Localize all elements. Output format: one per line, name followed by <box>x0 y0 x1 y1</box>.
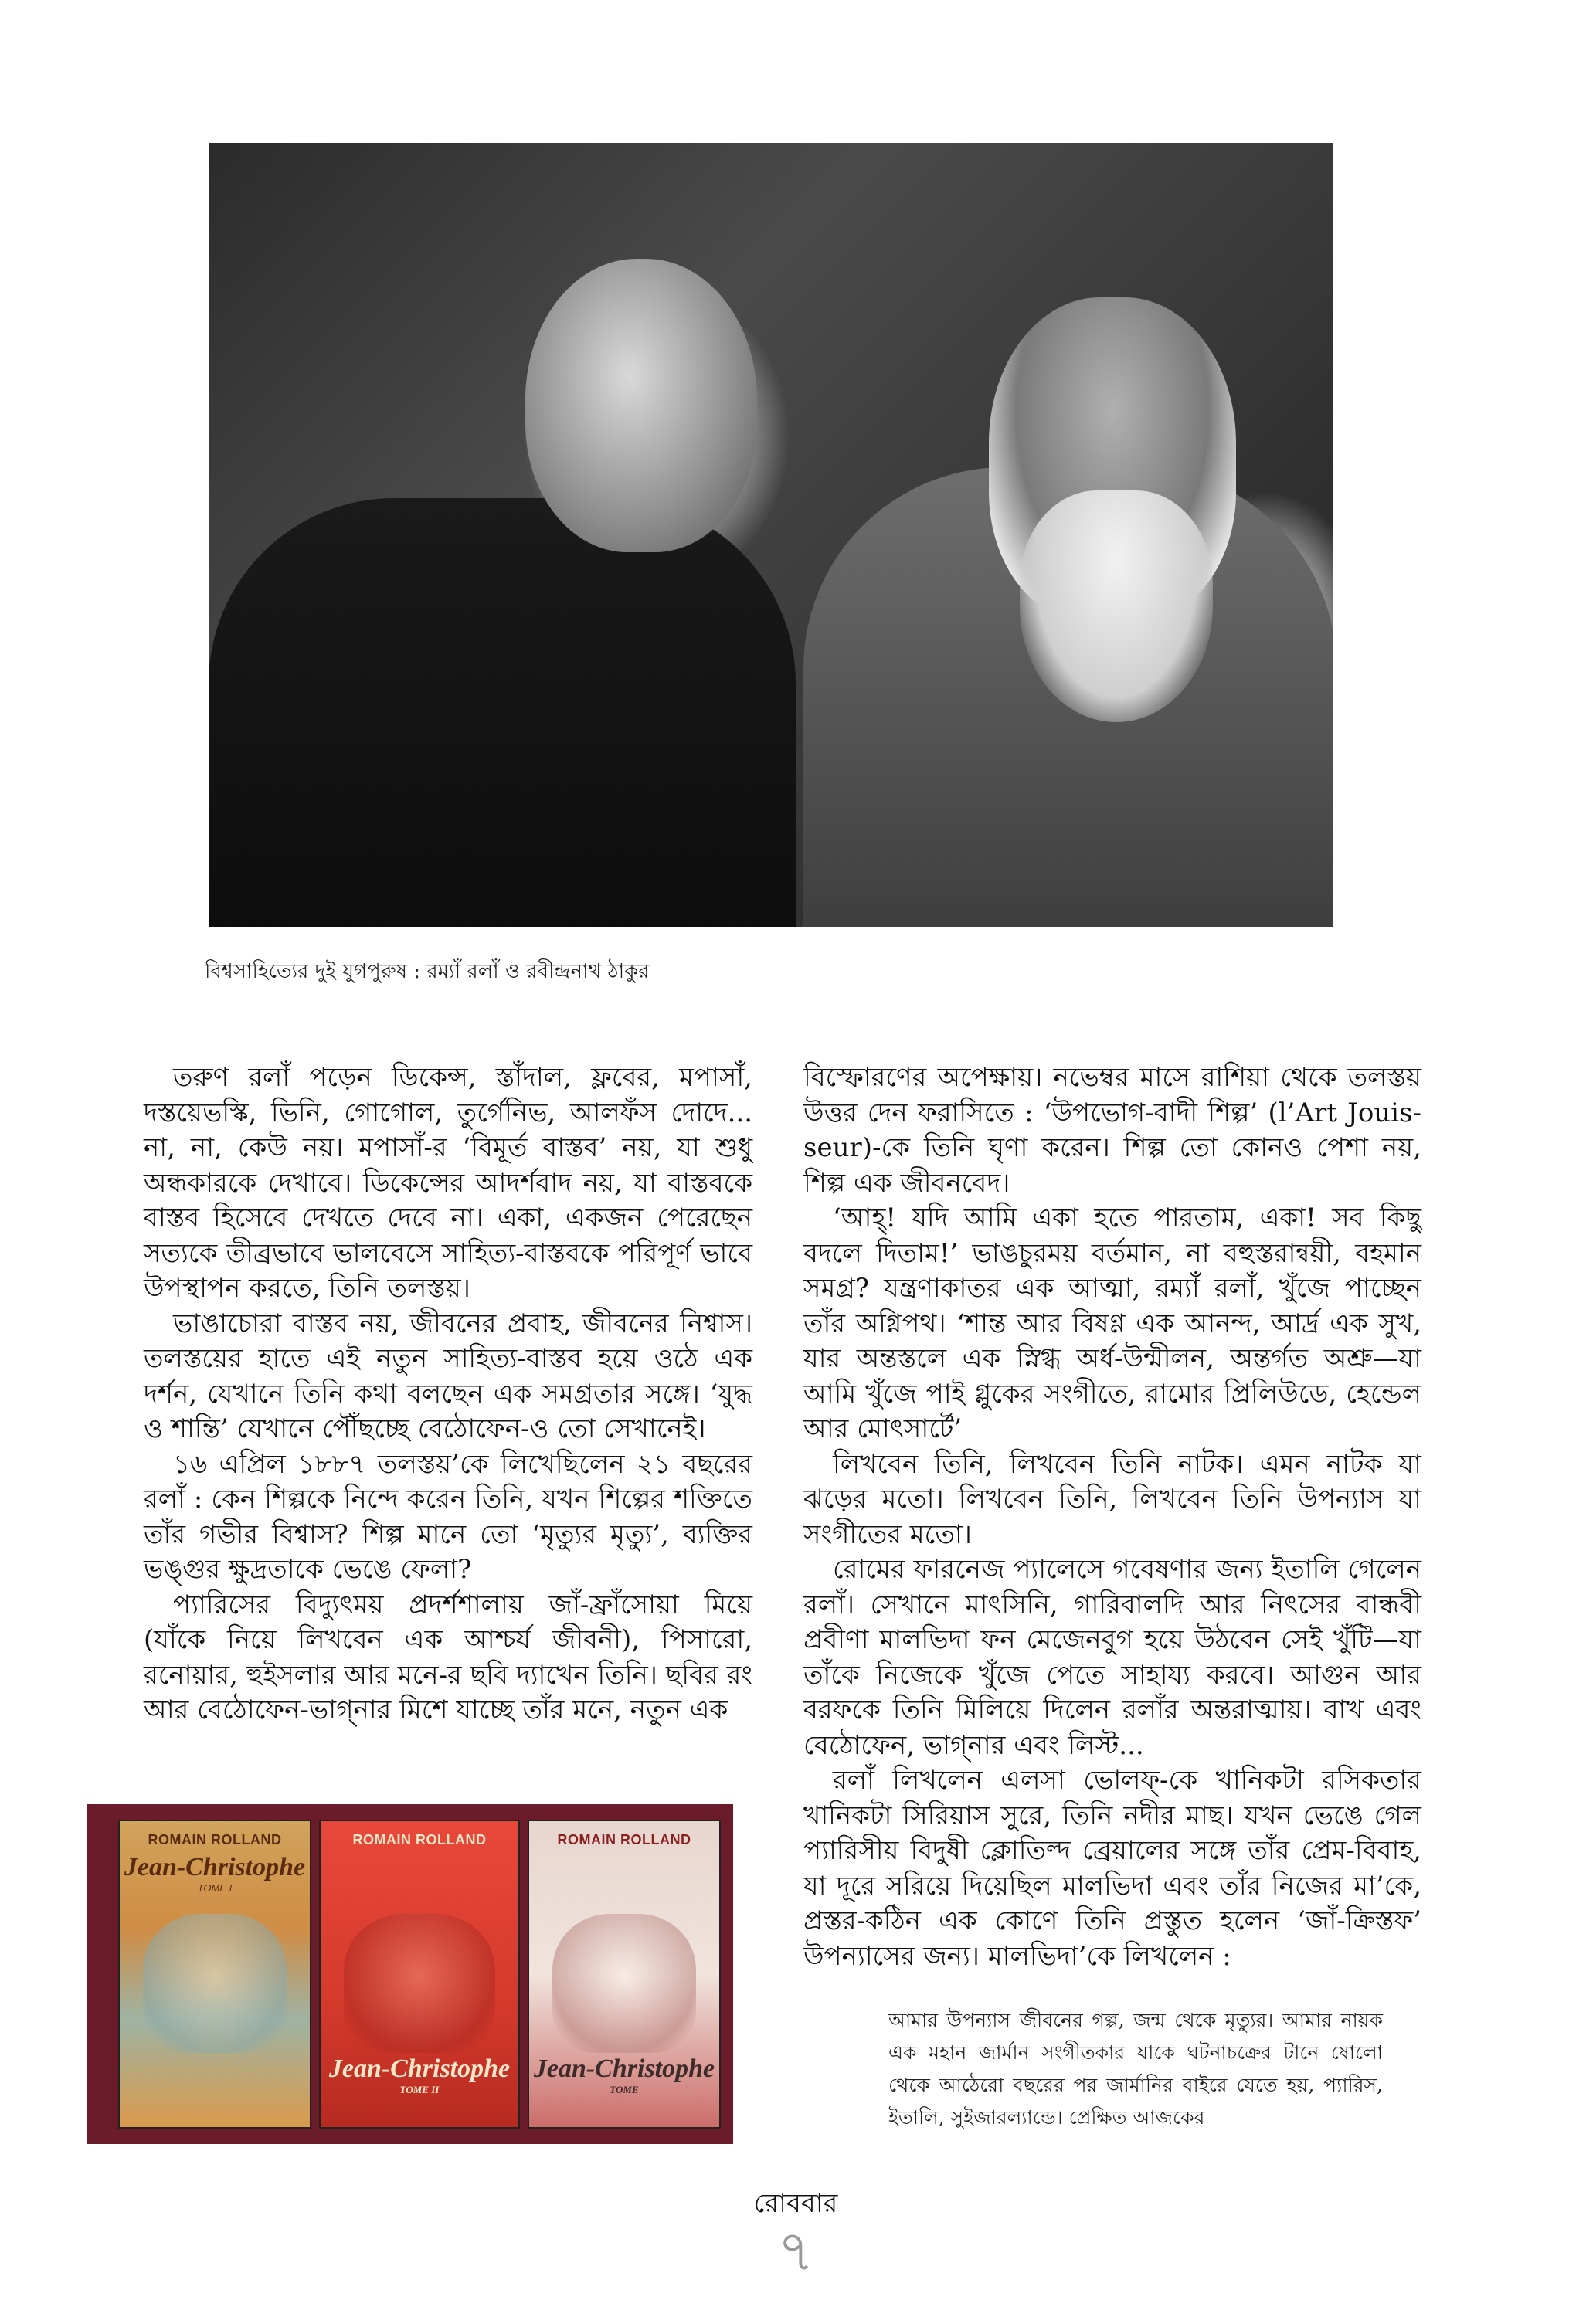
paragraph: ‘আহ্‌! যদি আমি একা হতে পারতাম, একা! সব কিছু বদলে দিতাম!’ ভাঙচুরময় বর্তমান, না বহুস্তরান্বয়ী, বহমান সমগ্র? যন্ত্রণাকাতর এক আত্মা, রম্যাঁ রলাঁ, খুঁজে পাচ্ছেন তাঁর অগ্নিপথ। ‘শান্ত আর বিষণ্ণ এক আনন্দ, আর্দ্র এক সুখ, যার অন্তস্তলে এক স্নিগ্ধ অর্ধ-উন্মীলন, অন্তর্গত অশ্রু—যা আমি খুঁজে পাই গ্লুকের সংগীতে, রামোর প্রিলিউডে, হেন্ডেল আর মোৎসার্টে’ <box>803 1203 1421 1444</box>
book-title: Jean-Christophe <box>124 1853 306 1881</box>
right-column <box>803 1060 1421 1974</box>
paragraph: লিখবেন তিনি, লিখবেন তিনি নাটক। এমন নাটক যা ঝড়ের মতো। লিখবেন তিনি, লিখবেন তিনি উপন্যাস যা সংগীতের মতো। <box>803 1448 1421 1550</box>
portrait-photo <box>209 143 1333 927</box>
book-tome: TOME <box>610 2084 639 2095</box>
book-author: ROMAIN ROLLAND <box>557 1832 691 1847</box>
cover-illustration <box>552 1914 696 2053</box>
photo-caption: বিশ্বসাহিত্যের দুই যুগপুরুষ : রম্যাঁ রলাঁ ও রবীন্দ্রনাথ ঠাকুর <box>205 960 650 983</box>
book-cover <box>118 1820 311 2129</box>
book-author: ROMAIN ROLLAND <box>352 1832 487 1847</box>
magazine-name: রোববার <box>753 2188 838 2219</box>
block-quote: আমার উপন্যাস জীবনের গল্প, জন্ম থেকে মৃত্যুর। আমার নায়ক এক মহান জার্মান সংগীতকার যাকে ঘটনাচক্রের টানে ষোলো থেকে আঠেরো বছরের পর জার্মানির বাইরে যেতে হয়, প্যারিস, ইতালি, সুইজারল্যান্ডে। প্রেক্ষিত আজকের <box>888 2009 1383 2129</box>
paragraph: তরুণ রলাঁ পড়েন ডিকেন্স, স্তাঁদাল, ফ্লবের, মপাসাঁ, দস্তয়েভস্কি, ভিনি, গোগোল, তুর্গেনিভ, আলফঁস দোদে... না, না, কেউ নয়। মপাসাঁ-র ‘বিমূর্ত বাস্তব’ নয়, যা শুধু অন্ধকারকে দেখাবে। ডিকেন্সের আদর্শবাদ নয়, যা বাস্তবকে বাস্তব হিসেবে দেখতে দেবে না। একা, একজন পেরেছেন সত্যকে তীব্রভাবে ভালবেসে সাহিত্য-বাস্তবকে পরিপূর্ণ ভাবে উপস্থাপন করতে, তিনি তলস্তয়। <box>144 1062 752 1304</box>
right-figure-beard <box>1020 490 1213 722</box>
book-tome: TOME II <box>399 2084 440 2095</box>
page-number: ৭ <box>776 2218 815 2285</box>
book-cover <box>319 1820 520 2129</box>
book-cover <box>528 1820 721 2129</box>
paragraph: রলাঁ লিখলেন এলসা ভোলফ্‌-কে খানিকটা রসিকতার খানিকটা সিরিয়াস সুরে, তিনি নদীর মাছ। যখন ভেঙে গেল প্যারিসীয় বিদুষী ক্লোতিল্দ ব্রেয়ালের সঙ্গে তাঁর প্রেম-বিবাহ, যা দূরে সরিয়ে দিয়েছিল মালভিদা এবং তাঁর নিজের মা’কে, প্রস্তর-কঠিন এক কোণে তিনি প্রস্তুত হলেন ‘জাঁ-ক্রিস্তফ’ উপন্যাসের জন্য। মালভিদা’কে লিখলেন : <box>803 1765 1421 1972</box>
left-figure-body <box>209 498 796 927</box>
paragraph: বিস্ফোরণের অপেক্ষায়। নভেম্বর মাসে রাশিয়া থেকে তলস্তয় উত্তর দেন ফরাসিতে : ‘উপভোগ-বাদী শিল্প’ (l’Art Jouis-seur)-কে তিনি ঘৃণা করেন। শিল্প তো কোনও পেশা নয়, শিল্প এক জীবনবেদ। <box>803 1062 1421 1199</box>
cover-illustration <box>344 1914 495 2053</box>
paragraph: রোমের ফারনেজ প্যালেসে গবেষণার জন্য ইতালি গেলেন রলাঁ। সেখানে মাৎসিনি, গারিবালদি আর নিৎসের বান্ধবী প্রবীণা মালভিদা ফন মেজেনবুগ হয়ে উঠবেন সেই খুঁটি—যা তাঁকে নিজেকে খুঁজে পেতে সাহায্য করবে। আগুন আর বরফকে তিনি মিলিয়ে দিলেন রলাঁর অন্তরাত্মায়। বাখ এবং বেঠোফেন, ভাগ্‌নার এবং লিস্ট... <box>803 1554 1421 1761</box>
paragraph: ভাঙাচোরা বাস্তব নয়, জীবনের প্রবাহ, জীবনের নিশ্বাস। তলস্তয়ের হাতে এই নতুন সাহিত্য-বাস্তব হয়ে ওঠে এক দর্শন, যেখানে তিনি কথা বলছেন এক সমগ্রতার সঙ্গে। ‘যুদ্ধ ও শান্তি’ যেখানে পৌঁছচ্ছে বেঠোফেন-ও তো সেখানেই। <box>144 1308 752 1444</box>
paragraph: ১৬ এপ্রিল ১৮৮৭ তলস্তয়’কে লিখেছিলেন ২১ বছরের রলাঁ : কেন শিল্পকে নিন্দে করেন তিনি, যখন শিল্পের শক্তিতে তাঁর গভীর বিশ্বাস? শিল্প মানে তো ‘মৃত্যুর মৃত্যু’, ব্যক্তির ভঙ্গুর ক্ষুদ্রতাকে ভেঙে ফেলা? <box>144 1448 752 1585</box>
left-figure-head <box>525 259 757 552</box>
left-column <box>144 1060 752 1729</box>
book-author: ROMAIN ROLLAND <box>148 1832 282 1847</box>
paragraph: প্যারিসের বিদ্যুৎময় প্রদর্শশালায় জাঁ-ফ্রাঁসোয়া মিয়ে (যাঁকে নিয়ে লিখবেন এক আশ্চর্য জীবনী), পিসারো, রনোয়ার, হুইসলার আর মনে-র ছবি দ্যাখেন তিনি। ছবির রং আর বেঠোফেন-ভাগ্‌নার মিশে যাচ্ছে তাঁর মনে, নতুন এক <box>144 1589 752 1725</box>
book-covers-photo <box>87 1804 733 2144</box>
book-tome: TOME I <box>197 1882 233 1894</box>
book-title: Jean-Christophe TOME II <box>321 2054 518 2096</box>
book-title: Jean-Christophe TOME <box>529 2054 719 2096</box>
cover-illustration <box>143 1914 287 2053</box>
